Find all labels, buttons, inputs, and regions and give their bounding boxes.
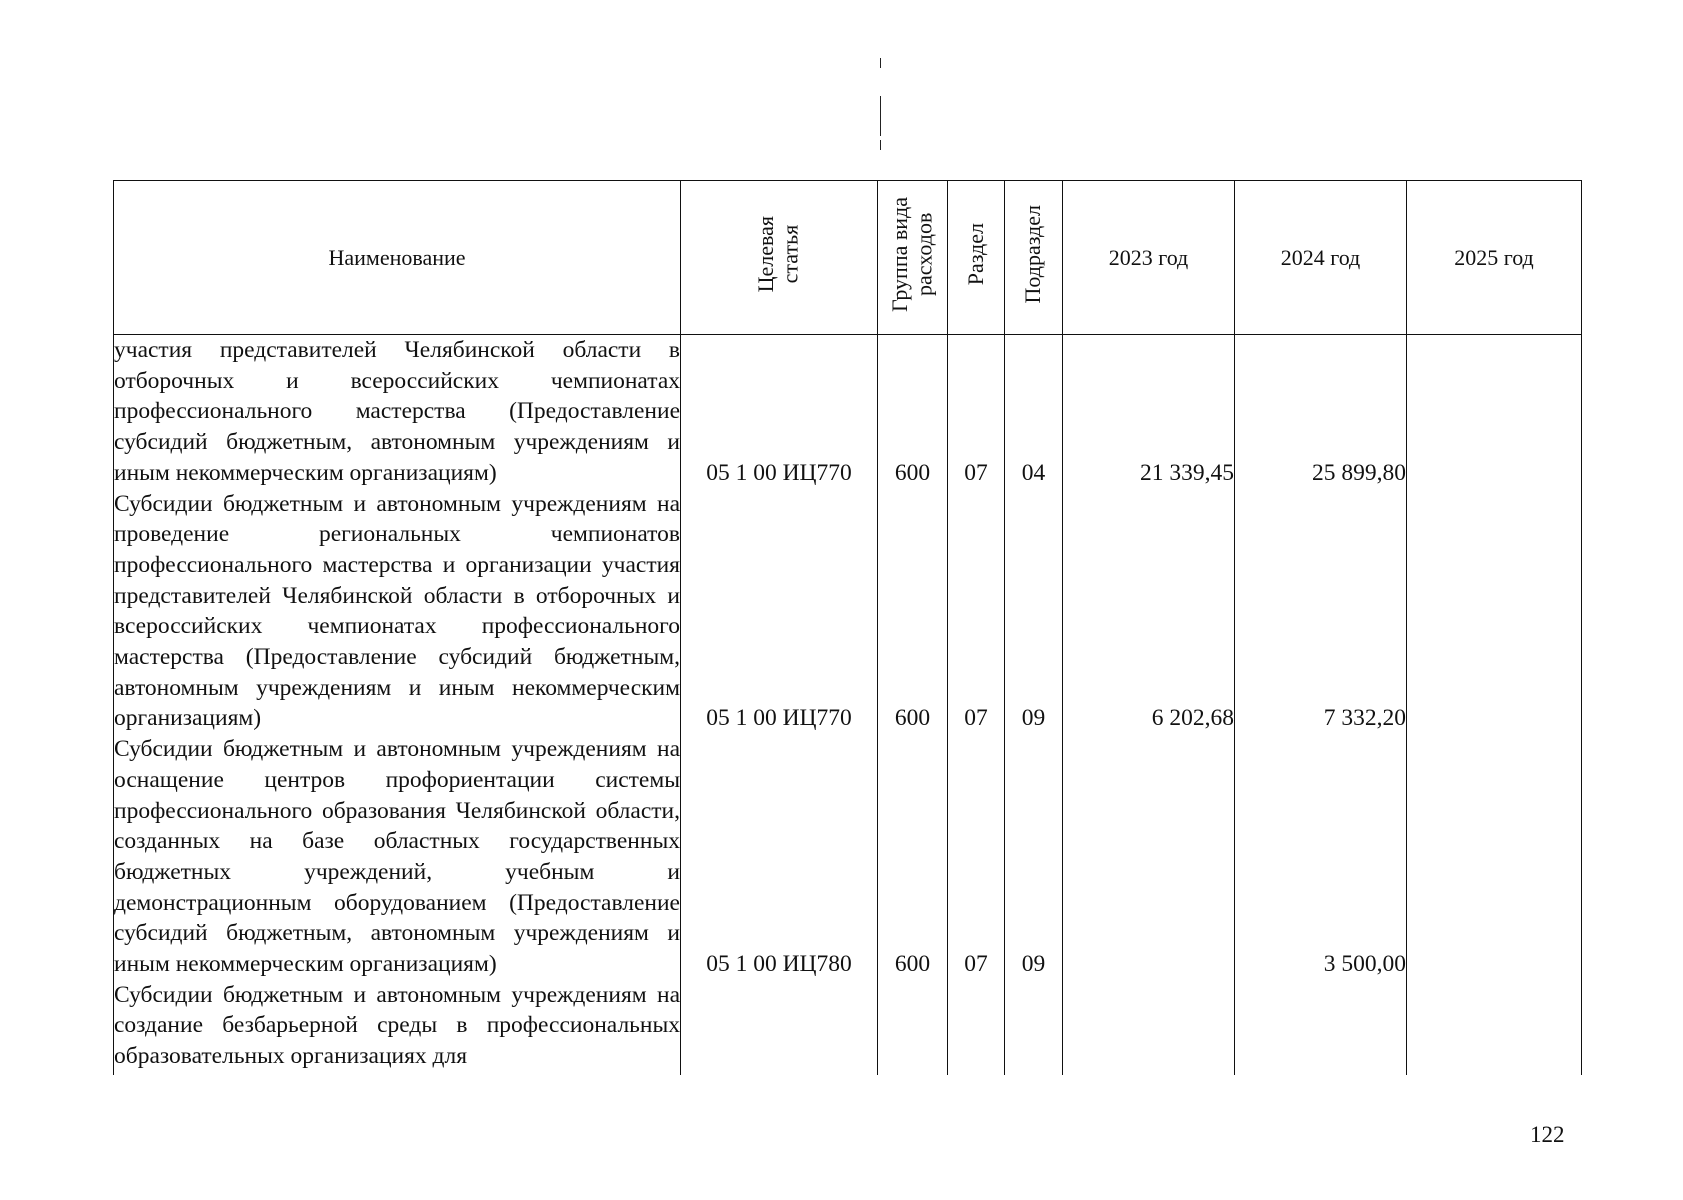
row-target-article: 05 1 00 ИЦ770	[681, 335, 878, 489]
row-expense-group	[878, 980, 948, 1075]
header-target-article	[681, 181, 878, 335]
row-amount-2025	[1407, 734, 1582, 980]
row-name: Субсидии бюджетным и автономным учреждениям на создание безбарьерной среды в профессиональных образовательных организациях для	[114, 980, 681, 1075]
row-amount-2023: 6 202,68	[1063, 489, 1235, 735]
table-row	[114, 489, 1582, 735]
cut-line-mid	[880, 96, 881, 136]
header-row	[114, 181, 1582, 335]
row-expense-group: 600	[878, 335, 948, 489]
header-2025: 2025 год	[1407, 181, 1582, 335]
header-expense-group-label: Группа вида расходов	[886, 197, 937, 312]
row-section: 07	[948, 335, 1005, 489]
row-target-article	[681, 980, 878, 1075]
row-name: Субсидии бюджетным и автономным учреждениям на проведение региональных чемпионатов профессионального мастерства и организации участия представителей Челябинской области в отборочных и всероссийских чемпионатах профессионального мастерства (Предоставление субсидий бюджетным, автономным учреждениям и иным некоммерческим организациям)	[114, 489, 681, 735]
table-row	[114, 734, 1582, 980]
header-section	[948, 181, 1005, 335]
cut-line-top	[880, 58, 881, 68]
row-amount-2023	[1063, 980, 1235, 1075]
row-amount-2025	[1407, 980, 1582, 1075]
row-amount-2025	[1407, 335, 1582, 489]
row-subsection	[1005, 980, 1063, 1075]
row-name: участия представителей Челябинской области в отборочных и всероссийских чемпионатах профессионального мастерства (Предоставление субсидий бюджетным, автономным учреждениям и иным некоммерческим организациям)	[114, 335, 681, 489]
row-expense-group: 600	[878, 489, 948, 735]
header-2023: 2023 год	[1063, 181, 1235, 335]
row-amount-2024: 7 332,20	[1235, 489, 1407, 735]
row-amount-2023: 21 339,45	[1063, 335, 1235, 489]
cut-line-low	[880, 140, 881, 150]
header-2024: 2024 год	[1235, 181, 1407, 335]
row-subsection: 04	[1005, 335, 1063, 489]
header-expense-group	[878, 181, 948, 335]
table-row	[114, 980, 1582, 1075]
row-section: 07	[948, 489, 1005, 735]
row-target-article: 05 1 00 ИЦ770	[681, 489, 878, 735]
row-subsection: 09	[1005, 489, 1063, 735]
row-section: 07	[948, 734, 1005, 980]
row-target-article: 05 1 00 ИЦ780	[681, 734, 878, 980]
header-name: Наименование	[114, 181, 681, 335]
header-subsection	[1005, 181, 1063, 335]
row-name: Субсидии бюджетным и автономным учреждениям на оснащение центров профориентации системы профессионального образования Челябинской области, созданных на базе областных государственных бюджетных учреждений, учебным и демонстрационным оборудованием (Предоставление субсидий бюджетным, автономным учреждениям и иным некоммерческим организациям)	[114, 734, 681, 980]
header-subsection-label: Подраздел	[1020, 205, 1046, 304]
row-subsection: 09	[1005, 734, 1063, 980]
row-amount-2024	[1235, 980, 1407, 1075]
table-row	[114, 335, 1582, 489]
row-amount-2024: 3 500,00	[1235, 734, 1407, 980]
row-amount-2023	[1063, 734, 1235, 980]
row-section	[948, 980, 1005, 1075]
row-amount-2024: 25 899,80	[1235, 335, 1407, 489]
page-number: 122	[1530, 1122, 1565, 1147]
row-amount-2025	[1407, 489, 1582, 735]
header-section-label: Раздел	[962, 223, 988, 286]
row-expense-group: 600	[878, 734, 948, 980]
budget-table	[113, 180, 1582, 1075]
header-target-article-label: Целевая статья	[753, 216, 803, 293]
